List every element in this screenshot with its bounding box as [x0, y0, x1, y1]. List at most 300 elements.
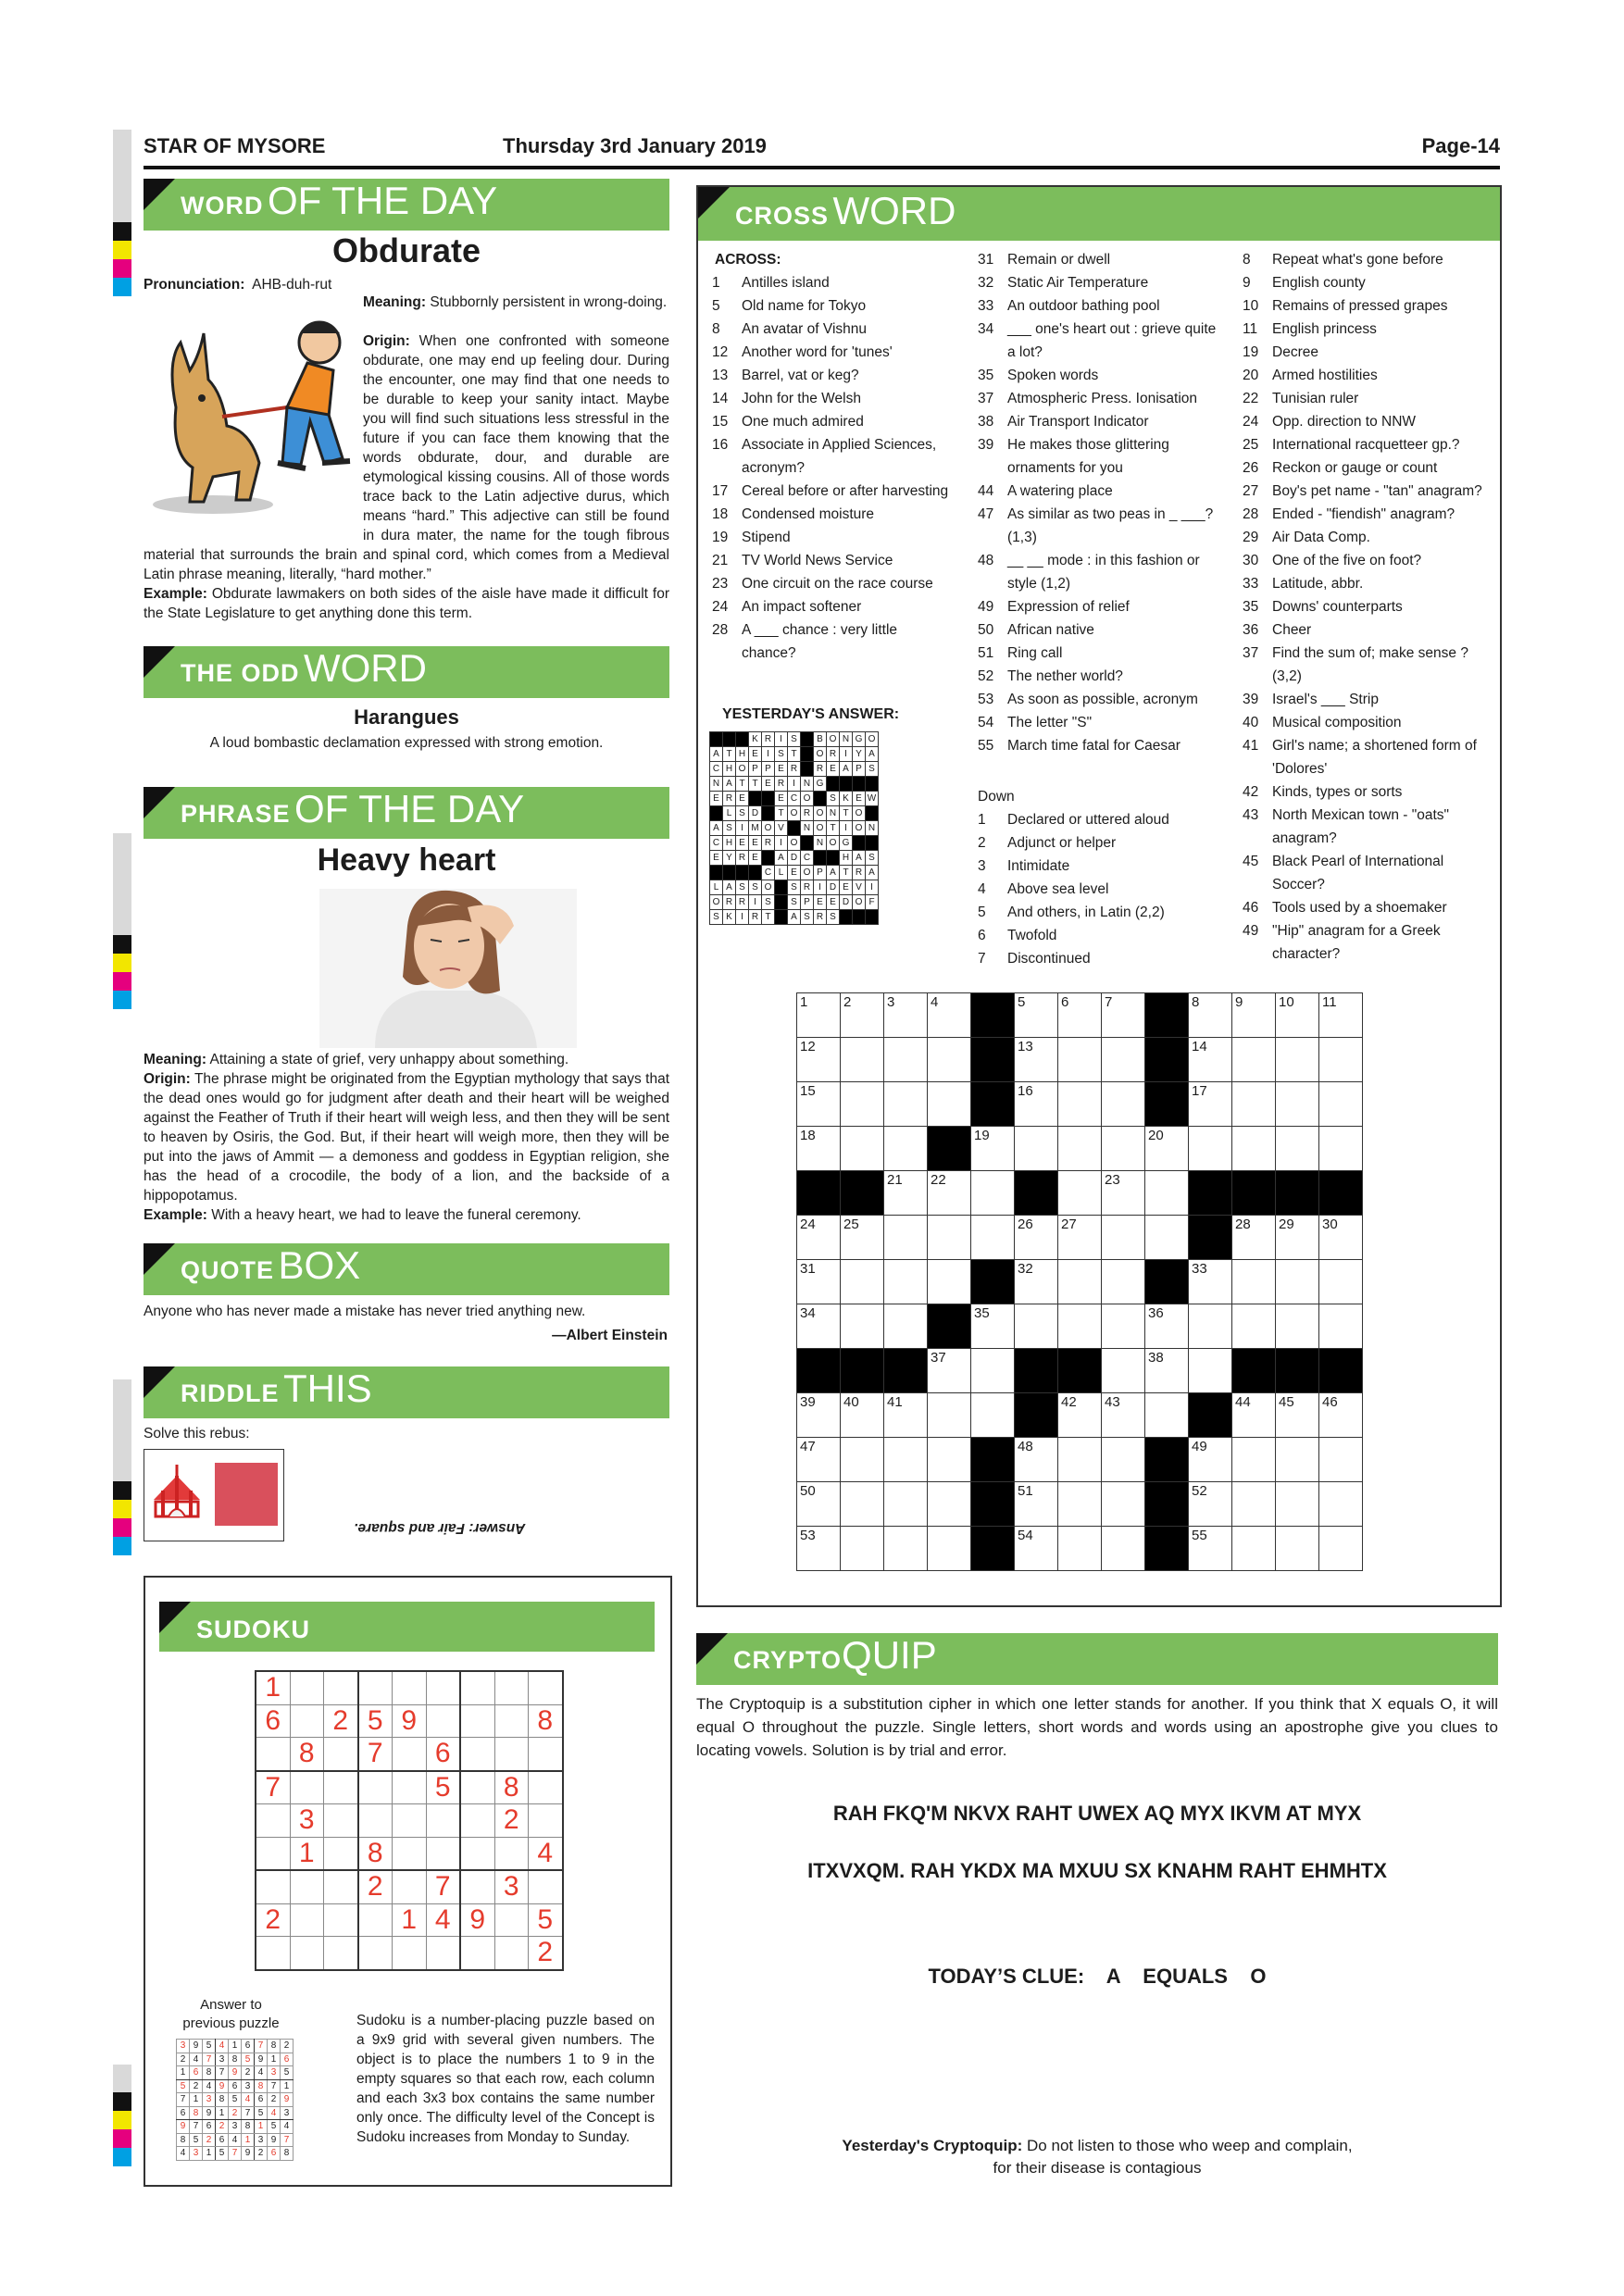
crossword-cell: [1058, 1438, 1102, 1482]
sudoku-cell[interactable]: [494, 1903, 529, 1937]
crossword-cell: [1189, 1304, 1232, 1349]
answer-letter: O: [762, 880, 775, 895]
clue-number: 10: [1243, 298, 1259, 314]
sudoku-cell[interactable]: [426, 1704, 460, 1738]
clue-item: [1243, 896, 1485, 919]
sudoku-cell[interactable]: 7: [358, 1738, 393, 1771]
clue-text: Spoken words: [1007, 368, 1099, 383]
answer-letter: S: [749, 880, 762, 895]
sudoku-cell[interactable]: [393, 1771, 427, 1804]
sudoku-cell[interactable]: 9: [460, 1903, 494, 1937]
clue-text: Ended - "fiendish" anagram?: [1272, 506, 1455, 522]
sudoku-cell[interactable]: [256, 1738, 290, 1771]
clue-text: He makes those glittering ornaments for you: [1007, 437, 1169, 476]
sudoku-cell[interactable]: [324, 1903, 358, 1937]
answer-letter: I: [840, 821, 853, 836]
answer-letter: I: [840, 747, 853, 762]
answer-letter: E: [775, 792, 788, 806]
yesterday-crossword-grid: [709, 731, 879, 925]
cell-number: 12: [800, 1039, 816, 1054]
cell-number: 48: [1018, 1439, 1033, 1454]
yesterday-answer-label: YESTERDAY'S ANSWER:: [722, 706, 900, 722]
black-square: [1145, 1527, 1189, 1571]
answer-letter: A: [788, 910, 801, 925]
crossword-cell: [1058, 1527, 1102, 1571]
clue-text: An outdoor bathing pool: [1007, 298, 1160, 314]
down-clues-col3: [1243, 248, 1485, 966]
black-square: [1145, 1260, 1189, 1304]
sudoku-cell[interactable]: [358, 1671, 393, 1704]
cell-number: 11: [1322, 994, 1337, 1010]
sudoku-cell[interactable]: [358, 1804, 393, 1838]
cell-number: 19: [974, 1128, 990, 1143]
clue-item: [1243, 456, 1485, 480]
sudoku-cell[interactable]: 8: [290, 1738, 324, 1771]
black-square: [866, 836, 879, 851]
answer-letter: R: [788, 762, 801, 777]
answer-letter: A: [866, 747, 879, 762]
clue-number: 8: [1243, 252, 1251, 268]
cell-number: 36: [1148, 1305, 1164, 1321]
previous-answer-cell: 9: [229, 2066, 242, 2080]
clue-item: [978, 248, 1220, 271]
black-square: [928, 1304, 971, 1349]
black-square: [801, 747, 814, 762]
sudoku-cell[interactable]: [529, 1804, 563, 1838]
sudoku-cell[interactable]: [460, 1804, 494, 1838]
clue-text: Intimidate: [1007, 858, 1070, 874]
sudoku-cell[interactable]: [393, 1937, 427, 1970]
cell-number: 39: [800, 1394, 816, 1410]
crossword-cell: [928, 1349, 971, 1393]
black-square: [736, 732, 749, 747]
previous-answer-cell: 8: [203, 2066, 216, 2080]
answer-letter: D: [749, 806, 762, 821]
clue-text: Girl's name; a shortened form of 'Dolores': [1272, 738, 1477, 777]
clue-number: 15: [712, 414, 729, 430]
clue-number: 13: [712, 368, 729, 383]
crossword-cell: [797, 1438, 841, 1482]
sudoku-cell[interactable]: [426, 1837, 460, 1870]
previous-answer-cell: 6: [216, 2133, 229, 2147]
cell-number: 55: [1192, 1528, 1207, 1543]
crossword-cell: [1232, 1438, 1276, 1482]
answer-letter: C: [710, 836, 723, 851]
clue-item: [978, 901, 1220, 924]
clue-number: 8: [712, 321, 720, 337]
crossword-cell: [1015, 1082, 1058, 1127]
black-square: [1189, 1393, 1232, 1438]
answer-letter: S: [762, 895, 775, 910]
crossword-cell: [1276, 1216, 1319, 1260]
sudoku-cell[interactable]: 1: [393, 1903, 427, 1937]
previous-answer-cell: 2: [229, 2106, 242, 2120]
sudoku-cell[interactable]: [324, 1738, 358, 1771]
sudoku-cell[interactable]: [393, 1870, 427, 1903]
crossword-cell: [1058, 1260, 1102, 1304]
sudoku-cell[interactable]: [358, 1771, 393, 1804]
crossword-cell: [928, 1082, 971, 1127]
sudoku-cell[interactable]: [256, 1837, 290, 1870]
crossword-cell: [1102, 1304, 1145, 1349]
answer-letter: O: [866, 732, 879, 747]
clue-item: [978, 387, 1220, 410]
answer-letter: I: [762, 747, 775, 762]
sudoku-cell[interactable]: 6: [256, 1704, 290, 1738]
sudoku-cell[interactable]: [358, 1937, 393, 1970]
crossword-cell: [884, 1216, 928, 1260]
sudoku-cell[interactable]: [529, 1870, 563, 1903]
cell-number: 29: [1279, 1217, 1294, 1232]
sudoku-cell[interactable]: [256, 1937, 290, 1970]
previous-answer-cell: 1: [177, 2066, 190, 2080]
previous-answer-cell: 9: [242, 2147, 255, 2161]
crossword-cell: [1319, 1038, 1363, 1082]
answer-letter: T: [736, 777, 749, 792]
previous-answer-cell: 7: [216, 2066, 229, 2080]
cell-number: 20: [1148, 1128, 1164, 1143]
sudoku-cell[interactable]: [494, 1937, 529, 1970]
cell-number: 21: [887, 1172, 903, 1188]
sudoku-cell[interactable]: [494, 1738, 529, 1771]
clue-number: 42: [1243, 784, 1259, 800]
cell-number: 52: [1192, 1483, 1207, 1499]
clue-number: 49: [1243, 923, 1259, 939]
previous-answer-cell: 2: [216, 2120, 229, 2134]
sudoku-cell[interactable]: [324, 1804, 358, 1838]
crossword-cell: [928, 1393, 971, 1438]
black-square: [1015, 1393, 1058, 1438]
clue-item: [1243, 248, 1485, 271]
sudoku-cell[interactable]: [290, 1771, 324, 1804]
sad-woman-photo: [319, 889, 577, 1048]
previous-answer-cell: 4: [203, 2079, 216, 2093]
sudoku-cell[interactable]: [460, 1704, 494, 1738]
previous-answer-cell: 2: [190, 2079, 203, 2093]
answer-letter: G: [814, 777, 827, 792]
clue-text: One of the five on foot?: [1272, 553, 1422, 568]
crossword-cell: [841, 1127, 884, 1171]
previous-answer-cell: 6: [268, 2147, 281, 2161]
crossword-cell: [1319, 1393, 1363, 1438]
clue-item: [712, 410, 955, 433]
crossword-cell: [841, 1438, 884, 1482]
cell-number: 23: [1105, 1172, 1120, 1188]
sudoku-cell[interactable]: 1: [256, 1671, 290, 1704]
sudoku-cell[interactable]: [494, 1671, 529, 1704]
previous-answer-cell: 4: [268, 2106, 281, 2120]
clue-number: 21: [712, 553, 729, 568]
answer-letter: N: [814, 836, 827, 851]
clue-text: One circuit on the race course: [742, 576, 933, 592]
crossword-cell: [971, 1216, 1015, 1260]
clue-item: [1243, 919, 1485, 966]
previous-answer-cell: 9: [216, 2079, 229, 2093]
clue-text: Air Transport Indicator: [1007, 414, 1149, 430]
black-square: [1015, 1171, 1058, 1216]
previous-answer-cell: 8: [177, 2133, 190, 2147]
answer-letter: L: [775, 866, 788, 880]
answer-letter: D: [827, 880, 840, 895]
answer-letter: N: [801, 821, 814, 836]
crossword-cell: [1102, 1082, 1145, 1127]
answer-letter: S: [736, 806, 749, 821]
previous-answer-cell: 8: [268, 2040, 281, 2053]
black-square: [788, 821, 801, 836]
clue-number: 39: [978, 437, 994, 453]
clue-number: 47: [978, 506, 994, 522]
crossword-cell: [1015, 1527, 1058, 1571]
clue-text: Tunisian ruler: [1272, 391, 1359, 406]
sudoku-cell[interactable]: [393, 1671, 427, 1704]
sudoku-cell[interactable]: [460, 1937, 494, 1970]
clue-text: International racquetteer gp.?: [1272, 437, 1460, 453]
black-square: [1015, 1349, 1058, 1393]
sudoku-cell[interactable]: 9: [393, 1704, 427, 1738]
answer-letter: B: [814, 732, 827, 747]
sudoku-cell[interactable]: [529, 1771, 563, 1804]
black-square: [841, 1171, 884, 1216]
clue-item: [1243, 526, 1485, 549]
previous-answer-cell: 7: [268, 2079, 281, 2093]
sudoku-cell[interactable]: 3: [494, 1870, 529, 1903]
sudoku-cell[interactable]: 7: [256, 1771, 290, 1804]
clue-item: [1243, 387, 1485, 410]
crossword-cell: [1058, 1171, 1102, 1216]
sudoku-cell[interactable]: [494, 1837, 529, 1870]
answer-letter: A: [723, 880, 736, 895]
sudoku-cell[interactable]: [426, 1937, 460, 1970]
black-square: [866, 806, 879, 821]
black-square: [853, 777, 866, 792]
clue-text: The nether world?: [1007, 668, 1123, 684]
sudoku-cell[interactable]: [358, 1903, 393, 1937]
cell-number: 18: [800, 1128, 816, 1143]
quote-author: —Albert Einstein: [552, 1328, 668, 1343]
previous-answer-cell: 1: [190, 2093, 203, 2107]
black-square: [775, 910, 788, 925]
clue-number: 30: [1243, 553, 1259, 568]
black-square: [971, 1038, 1015, 1082]
answer-letter: I: [749, 895, 762, 910]
crossword-cell: [884, 993, 928, 1038]
crossword-cell: [928, 1038, 971, 1082]
previous-answer-cell: 9: [190, 2040, 203, 2053]
clue-text: John for the Welsh: [742, 391, 861, 406]
sudoku-cell[interactable]: 2: [358, 1870, 393, 1903]
sudoku-cell[interactable]: [290, 1671, 324, 1704]
sudoku-cell[interactable]: [393, 1738, 427, 1771]
cell-number: 25: [843, 1217, 859, 1232]
previous-answer-cell: 3: [268, 2066, 281, 2080]
clue-number: 54: [978, 715, 994, 730]
cryptoquip-header: CRYPTOQUIP: [696, 1633, 1498, 1685]
clue-text: Decree: [1272, 344, 1318, 360]
crossword-cell: [1058, 1082, 1102, 1127]
word-of-day-meaning: Meaning: Stubbornly persistent in wrong-doing.: [363, 294, 668, 310]
sudoku-cell[interactable]: 5: [358, 1704, 393, 1738]
clue-item: [1243, 503, 1485, 526]
previous-answer-cell: 3: [190, 2147, 203, 2161]
down-clues-col2: [978, 808, 1220, 970]
previous-sudoku-grid: [176, 2039, 294, 2161]
sudoku-cell[interactable]: 6: [426, 1738, 460, 1771]
answer-letter: T: [775, 806, 788, 821]
cell-number: 3: [887, 994, 895, 1010]
clue-text: North Mexican town - "oats" anagram?: [1272, 807, 1450, 846]
crossword-cell: [1232, 1216, 1276, 1260]
sudoku-cell[interactable]: [290, 1937, 324, 1970]
clue-number: 49: [978, 599, 994, 615]
sudoku-cell[interactable]: [324, 1870, 358, 1903]
clue-number: 19: [1243, 344, 1259, 360]
crossword-cell: [1319, 1082, 1363, 1127]
answer-letter: O: [762, 821, 775, 836]
sudoku-cell[interactable]: [460, 1870, 494, 1903]
clue-item: [712, 271, 955, 294]
crossword-cell: [841, 1482, 884, 1527]
sudoku-cell[interactable]: [426, 1804, 460, 1838]
clue-text: Latitude, abbr.: [1272, 576, 1364, 592]
sudoku-cell[interactable]: [290, 1870, 324, 1903]
crossword-cell: [1189, 993, 1232, 1038]
previous-answer-cell: 3: [177, 2040, 190, 2053]
cell-number: 10: [1279, 994, 1294, 1010]
clue-item: [978, 665, 1220, 688]
clue-item: [712, 618, 955, 665]
crossword-cell: [1102, 1216, 1145, 1260]
sudoku-cell[interactable]: [324, 1671, 358, 1704]
sudoku-cell[interactable]: [324, 1771, 358, 1804]
clue-text: Remains of pressed grapes: [1272, 298, 1448, 314]
clue-number: 43: [1243, 807, 1259, 823]
clue-item: [978, 734, 1220, 757]
sudoku-cell[interactable]: [529, 1738, 563, 1771]
sudoku-cell[interactable]: [494, 1704, 529, 1738]
clue-number: 1: [978, 812, 986, 828]
answer-letter: I: [788, 777, 801, 792]
answer-letter: I: [866, 880, 879, 895]
sudoku-cell[interactable]: 5: [426, 1771, 460, 1804]
sudoku-cell[interactable]: [460, 1738, 494, 1771]
answer-letter: T: [840, 806, 853, 821]
black-square: [971, 1082, 1015, 1127]
sudoku-cell[interactable]: 8: [494, 1771, 529, 1804]
black-square: [801, 732, 814, 747]
answer-letter: K: [840, 792, 853, 806]
previous-answer-cell: 4: [229, 2133, 242, 2147]
red-square-icon: [215, 1463, 278, 1526]
clue-number: 11: [1243, 321, 1258, 337]
black-square: [814, 792, 827, 806]
sudoku-cell[interactable]: 2: [256, 1903, 290, 1937]
crossword-cell: [1232, 1393, 1276, 1438]
answer-letter: I: [775, 732, 788, 747]
sudoku-cell[interactable]: [256, 1870, 290, 1903]
sudoku-cell[interactable]: 1: [290, 1837, 324, 1870]
registration-marks-top: [113, 130, 131, 296]
sudoku-cell[interactable]: 8: [529, 1704, 563, 1738]
quote-header: QUOTE BOX: [144, 1243, 669, 1295]
answer-letter: S: [866, 762, 879, 777]
sudoku-cell[interactable]: 8: [358, 1837, 393, 1870]
across-title: ACROSS:: [715, 252, 781, 268]
clue-text: A ___ chance : very little chance?: [742, 622, 898, 661]
sudoku-cell[interactable]: 2: [529, 1937, 563, 1970]
cell-number: 53: [800, 1528, 816, 1543]
crossword-cell: [1189, 1127, 1232, 1171]
clue-text: English princess: [1272, 321, 1377, 337]
sudoku-cell[interactable]: [324, 1837, 358, 1870]
sudoku-cell[interactable]: 2: [324, 1704, 358, 1738]
answer-letter: P: [749, 762, 762, 777]
clue-text: Find the sum of; make sense ? (3,2): [1272, 645, 1468, 684]
sudoku-cell[interactable]: 3: [290, 1804, 324, 1838]
answer-letter: P: [814, 866, 827, 880]
clue-number: 28: [712, 622, 729, 638]
previous-answer-cell: 5: [177, 2079, 190, 2093]
masthead: [144, 132, 1500, 169]
previous-answer-cell: 7: [229, 2147, 242, 2161]
crossword-cell: [1319, 1127, 1363, 1171]
previous-answer-cell: 4: [177, 2147, 190, 2161]
sudoku-cell[interactable]: 5: [529, 1903, 563, 1937]
crossword-cell: [797, 1527, 841, 1571]
crossword-cell: [1058, 993, 1102, 1038]
sudoku-cell[interactable]: 2: [494, 1804, 529, 1838]
clue-text: Another word for 'tunes': [742, 344, 893, 360]
clue-text: Twofold: [1007, 928, 1057, 943]
sudoku-cell[interactable]: [393, 1804, 427, 1838]
crossword-cell: [1276, 1393, 1319, 1438]
sudoku-cell[interactable]: [290, 1903, 324, 1937]
sudoku-cell[interactable]: 4: [529, 1837, 563, 1870]
sudoku-cell[interactable]: 7: [426, 1870, 460, 1903]
answer-letter: E: [710, 792, 723, 806]
cell-number: 42: [1061, 1394, 1077, 1410]
clue-item: [978, 294, 1220, 318]
sudoku-cell[interactable]: [290, 1704, 324, 1738]
sudoku-cell[interactable]: [460, 1771, 494, 1804]
answer-letter: S: [710, 910, 723, 925]
clue-item: [978, 318, 1220, 364]
crossword-cell: [884, 1127, 928, 1171]
crossword-cell: [884, 1171, 928, 1216]
sudoku-cell[interactable]: [256, 1804, 290, 1838]
answer-letter: S: [827, 792, 840, 806]
registration-marks-bottom: [113, 2065, 131, 2166]
previous-answer-cell: 9: [268, 2133, 281, 2147]
clue-item: [978, 364, 1220, 387]
answer-letter: S: [788, 880, 801, 895]
answer-letter: E: [736, 792, 749, 806]
clue-number: 50: [978, 622, 994, 638]
crossword-cell: [928, 993, 971, 1038]
crossword-cell: [1058, 1393, 1102, 1438]
sudoku-cell[interactable]: [324, 1937, 358, 1970]
sudoku-cell[interactable]: [426, 1671, 460, 1704]
clue-number: 33: [978, 298, 994, 314]
crossword-cell: [928, 1527, 971, 1571]
clue-text: Declared or uttered aloud: [1007, 812, 1169, 828]
sudoku-cell[interactable]: 4: [426, 1903, 460, 1937]
black-square: [749, 792, 762, 806]
sudoku-cell[interactable]: [529, 1671, 563, 1704]
sudoku-cell[interactable]: [393, 1837, 427, 1870]
cell-number: 50: [800, 1483, 816, 1499]
sudoku-cell[interactable]: [460, 1837, 494, 1870]
sudoku-cell[interactable]: [460, 1671, 494, 1704]
